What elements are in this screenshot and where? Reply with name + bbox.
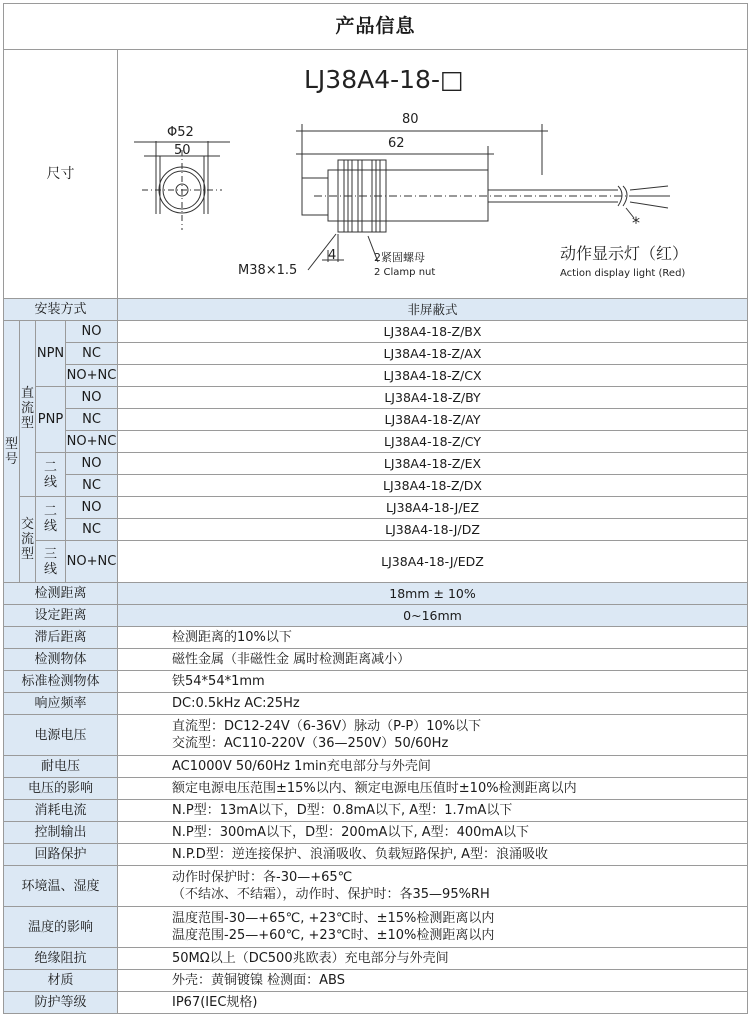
ac-two-wire-label: 二线 [36, 497, 66, 541]
spec-label: 检测物体 [4, 649, 118, 671]
spec-label: 滞后距离 [4, 627, 118, 649]
model-code-text: LJ38A4-18-□ [304, 65, 464, 94]
nut-width-dimension: 4 [328, 248, 337, 263]
model-code: LJ38A4-18-J/EZ [118, 497, 748, 519]
spec-value [118, 693, 748, 715]
model-row [4, 321, 748, 343]
dimension-row [4, 50, 748, 299]
spec-value [118, 800, 748, 822]
model-row [4, 409, 748, 431]
model-code: LJ38A4-18-Z/EX [118, 453, 748, 475]
spec-label: 耐电压 [4, 756, 118, 778]
spec-label: 检测距离 [4, 583, 118, 605]
spec-row [4, 992, 748, 1014]
spec-label: 环境温、湿度 [4, 866, 118, 907]
thread-dimension: M38×1.5 [238, 263, 298, 278]
spec-label: 回路保护 [4, 844, 118, 866]
mounting-value: 非屏蔽式 [118, 299, 748, 321]
model-row [4, 387, 748, 409]
output-type: NC [66, 409, 118, 431]
spec-value [118, 649, 748, 671]
output-type: NO [66, 387, 118, 409]
spec-value-line: AC1000V 50/60Hz 1min充电部分与外壳间 [172, 759, 431, 774]
model-row [4, 343, 748, 365]
spec-value [118, 627, 748, 649]
spec-value-line: 温度范围-30—+65℃, +23℃时、±15%检测距离以内 [172, 911, 495, 926]
model-code: LJ38A4-18-Z/AY [118, 409, 748, 431]
spec-value [118, 822, 748, 844]
spec-value [118, 866, 748, 907]
spec-value-line: 直流型：DC12-24V（6-36V）脉动（P-P）10%以下 [172, 719, 482, 734]
model-row [4, 431, 748, 453]
phi-dimension: Φ52 [167, 125, 194, 140]
total-length-dimension: 80 [402, 112, 419, 127]
spec-value [118, 844, 748, 866]
spec-label: 材质 [4, 970, 118, 992]
spec-row [4, 583, 748, 605]
led-marker: * [632, 213, 640, 232]
spec-label: 标准检测物体 [4, 671, 118, 693]
spec-value [118, 756, 748, 778]
output-type: NO+NC [66, 541, 118, 583]
ac-type-label: 交流型 [20, 497, 36, 583]
dimension-drawing-cell [118, 50, 748, 299]
output-type: NC [66, 343, 118, 365]
product-info-sheet [3, 3, 747, 1009]
spec-value [118, 970, 748, 992]
spec-label: 温度的影响 [4, 907, 118, 948]
spec-row [4, 756, 748, 778]
action-display-light-en: Action display light (Red) [560, 268, 686, 279]
sensor-dimension-drawing [118, 50, 748, 293]
spec-label: 响应频率 [4, 693, 118, 715]
spec-value-line: DC:0.5kHz AC:25Hz [172, 696, 300, 711]
spec-label: 电压的影响 [4, 778, 118, 800]
mounting-row [4, 299, 748, 321]
spec-value-line: 温度范围-25—+60℃, +23℃时、±10%检测距离以内 [172, 928, 495, 943]
action-display-light-cn: 动作显示灯（红） [560, 244, 689, 263]
spec-row [4, 627, 748, 649]
output-type: NO+NC [66, 431, 118, 453]
pnp-label: PNP [36, 387, 66, 453]
ac-three-wire-label: 三线 [36, 541, 66, 583]
spec-value [118, 671, 748, 693]
wire-1 [630, 186, 668, 190]
title-row [4, 4, 748, 50]
spec-value-line: N.P.D型：逆连接保护、浪涌吸收、负载短路保护, A型：浪涌吸收 [172, 847, 548, 862]
spec-value-line: 交流型：AC110-220V（36—250V）50/60Hz [172, 736, 449, 751]
spec-value [118, 907, 748, 948]
spec-label: 绝缘阻抗 [4, 948, 118, 970]
model-row [4, 519, 748, 541]
model-row [4, 497, 748, 519]
clamp-nut-cn: 2紧固螺母 [374, 251, 425, 264]
spec-value-line: 额定电源电压范围±15%以内、额定电源电压值时±10%检测距离以内 [172, 781, 577, 796]
spec-value-line: 磁性金属（非磁性金 属时检测距离减小） [172, 652, 411, 667]
spec-value-line: 50MΩ以上（DC500兆欧表）充电部分与外壳间 [172, 951, 449, 966]
output-type: NO [66, 321, 118, 343]
spec-row [4, 671, 748, 693]
dimension-label: 尺寸 [4, 50, 118, 299]
spec-row [4, 715, 748, 756]
output-type: NO [66, 453, 118, 475]
model-code: LJ38A4-18-J/EDZ [118, 541, 748, 583]
model-row [4, 541, 748, 583]
dc-two-wire-label: 二线 [36, 453, 66, 497]
spec-value-line: 外壳：黄铜镀镍 检测面：ABS [172, 973, 345, 988]
model-code: LJ38A4-18-Z/AX [118, 343, 748, 365]
model-group-label: 型号 [4, 321, 20, 583]
model-code: LJ38A4-18-Z/BX [118, 321, 748, 343]
model-code: LJ38A4-18-Z/DX [118, 475, 748, 497]
spec-row [4, 605, 748, 627]
spec-value-line: N.P型：13mA以下，D型：0.8mA以下, A型：1.7mA以下 [172, 803, 513, 818]
spec-value [118, 948, 748, 970]
spec-row [4, 778, 748, 800]
page-title: 产品信息 [4, 4, 748, 50]
spec-row [4, 970, 748, 992]
spec-value-line: （不结冰、不结霜），动作时、保护时：各35—95%RH [172, 887, 490, 902]
output-type: NC [66, 475, 118, 497]
spec-label: 防护等级 [4, 992, 118, 1014]
clamp-nut-en: 2 Clamp nut [374, 267, 436, 278]
spec-value [118, 992, 748, 1014]
spec-value-line: 铁54*54*1mm [172, 674, 265, 689]
spec-value-line: IP67(IEC规格) [172, 995, 258, 1010]
output-type: NO+NC [66, 365, 118, 387]
body-length-dimension: 62 [388, 136, 405, 151]
output-type: NO [66, 497, 118, 519]
spec-value-line: 18mm ± 10% [389, 586, 476, 601]
spec-row [4, 822, 748, 844]
spec-row [4, 948, 748, 970]
output-type: NC [66, 519, 118, 541]
spec-value [118, 778, 748, 800]
spec-row [4, 907, 748, 948]
model-code: LJ38A4-18-Z/CY [118, 431, 748, 453]
spec-label: 控制输出 [4, 822, 118, 844]
spec-label: 电源电压 [4, 715, 118, 756]
spec-label: 消耗电流 [4, 800, 118, 822]
model-row [4, 365, 748, 387]
model-row [4, 453, 748, 475]
spec-row [4, 866, 748, 907]
model-code: LJ38A4-18-J/DZ [118, 519, 748, 541]
spec-value-line: N.P型：300mA以下，D型：200mA以下, A型：400mA以下 [172, 825, 529, 840]
dc-type-label: 直流型 [20, 321, 36, 497]
wire-3 [630, 202, 668, 208]
spec-row [4, 800, 748, 822]
spec-value-line: 0~16mm [403, 608, 462, 623]
mounting-label: 安装方式 [4, 299, 118, 321]
model-code: LJ38A4-18-Z/CX [118, 365, 748, 387]
spec-row [4, 693, 748, 715]
spec-value-line: 动作时保护时：各-30—+65℃ [172, 870, 353, 885]
face-width-dimension: 50 [174, 143, 191, 158]
spec-row [4, 844, 748, 866]
spec-value [118, 583, 748, 605]
spec-label: 设定距离 [4, 605, 118, 627]
npn-label: NPN [36, 321, 66, 387]
spec-row [4, 649, 748, 671]
model-code: LJ38A4-18-Z/BY [118, 387, 748, 409]
spec-table [3, 3, 748, 1014]
spec-value [118, 605, 748, 627]
model-row [4, 475, 748, 497]
spec-value [118, 715, 748, 756]
spec-value-line: 检测距离的10%以下 [172, 630, 292, 645]
